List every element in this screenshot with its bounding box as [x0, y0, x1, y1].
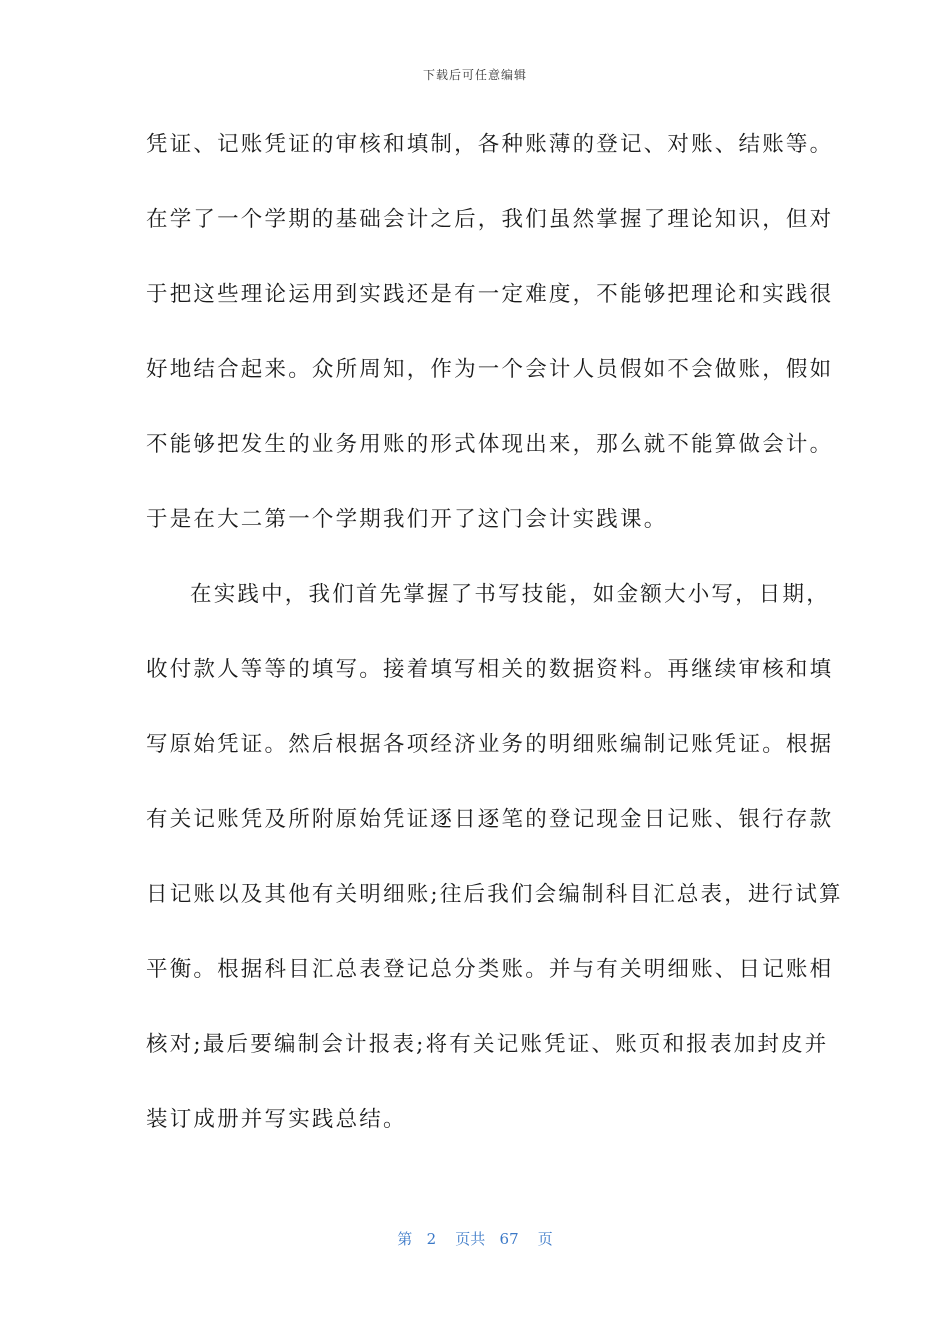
- text-line-2: 在学了一个学期的基础会计之后，我们虽然掌握了理论知识，但对: [146, 207, 834, 232]
- text-line-8: 收付款人等等的填写。接着填写相关的数据资料。再继续审核和填: [146, 657, 834, 682]
- page-footer: [0, 1228, 950, 1249]
- footer-prefix: 第: [397, 1230, 413, 1248]
- text-line-6: 于是在大二第一个学期我们开了这门会计实践课。: [146, 507, 668, 532]
- footer-total-pages: 67: [499, 1230, 519, 1248]
- text-line-13: 核对;最后要编制会计报表;将有关记账凭证、账页和报表加封皮并: [146, 1032, 829, 1057]
- text-line-3: 于把这些理论运用到实践还是有一定难度，不能够把理论和实践很: [146, 282, 834, 307]
- text-line-12: 平衡。根据科目汇总表登记总分类账。并与有关明细账、日记账相: [146, 957, 834, 982]
- text-line-5: 不能够把发生的业务用账的形式体现出来，那么就不能算做会计。: [146, 432, 834, 457]
- text-line-1: 凭证、记账凭证的审核和填制，各种账薄的登记、对账、结账等。: [146, 132, 834, 157]
- footer-page-number: 2: [426, 1230, 437, 1248]
- text-line-7: 在实践中，我们首先掌握了书写技能，如金额大小写，日期，: [190, 582, 830, 607]
- text-line-11: 日记账以及其他有关明细账;往后我们会编制科目汇总表，进行试算: [146, 882, 843, 907]
- body-text: [146, 120, 843, 1170]
- footer-middle: 页共: [455, 1230, 486, 1248]
- text-line-9: 写原始凭证。然后根据各项经济业务的明细账编制记账凭证。根据: [146, 732, 834, 757]
- text-line-10: 有关记账凭及所附原始凭证逐日逐笔的登记现金日记账、银行存款: [146, 807, 834, 832]
- footer-suffix: 页: [537, 1230, 553, 1248]
- text-line-4: 好地结合起来。众所周知，作为一个会计人员假如不会做账，假如: [146, 357, 834, 382]
- page-header: 下载后可任意编辑: [422, 68, 527, 82]
- text-line-14: 装订成册并写实践总结。: [146, 1107, 407, 1132]
